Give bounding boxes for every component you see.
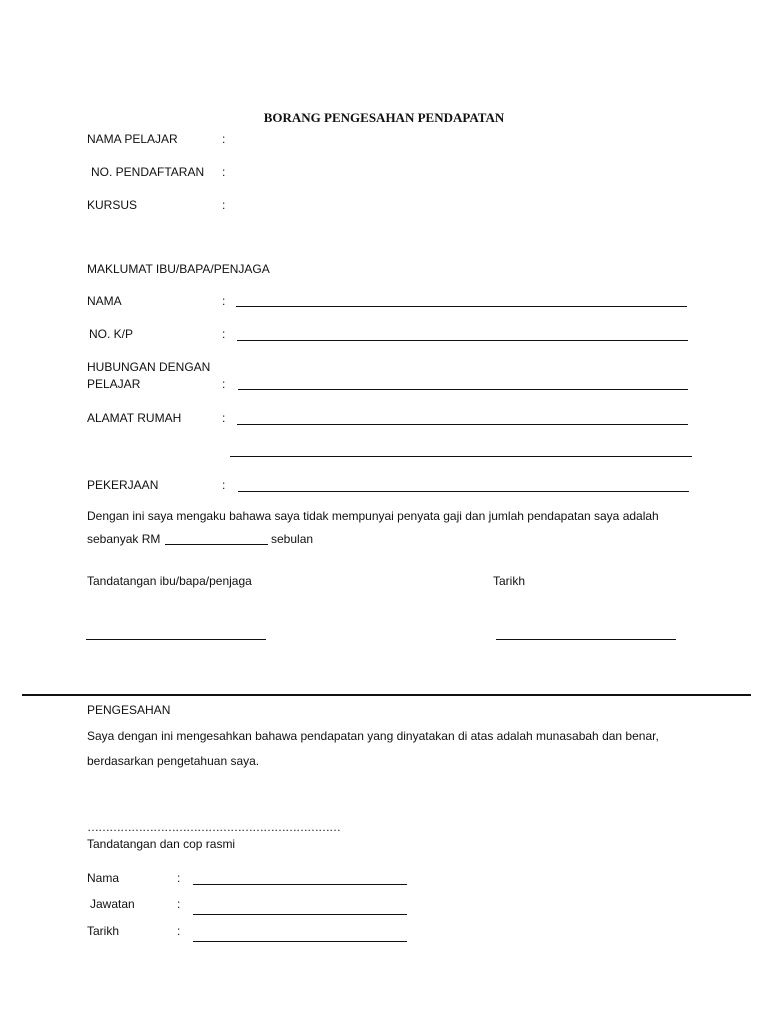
official-position-label: Jawatan (90, 897, 135, 911)
guardian-section-heading: MAKLUMAT IBU/BAPA/PENJAGA (87, 262, 270, 276)
colon: : (222, 377, 226, 391)
colon: : (177, 871, 181, 885)
home-address-field-line1[interactable] (237, 424, 688, 425)
colon: : (222, 132, 226, 146)
signature-date-field[interactable] (496, 639, 676, 640)
verification-text-line2: berdasarkan pengetahuan saya. (87, 754, 260, 768)
official-name-field[interactable] (193, 884, 407, 885)
relation-label-line1: HUBUNGAN DENGAN (87, 360, 211, 374)
guardian-signature-label: Tandatangan ibu/bapa/penjaga (87, 574, 252, 588)
course-label: KURSUS (87, 198, 138, 212)
home-address-field-line2[interactable] (230, 456, 692, 457)
student-name-label: NAMA PELAJAR (87, 132, 178, 146)
guardian-signature-field[interactable] (86, 639, 266, 640)
relation-field[interactable] (238, 389, 688, 390)
official-position-field[interactable] (193, 914, 407, 915)
official-date-field[interactable] (193, 941, 407, 942)
declaration-amount-prefix: sebanyak RM (87, 532, 161, 546)
colon: : (222, 478, 226, 492)
guardian-name-label: NAMA (87, 294, 122, 308)
colon: : (222, 198, 226, 212)
colon: : (222, 327, 226, 341)
official-date-label: Tarikh (87, 924, 120, 938)
occupation-label: PEKERJAAN (87, 478, 159, 492)
form-title: BORANG PENGESAHAN PENDAPATAN (263, 110, 505, 125)
income-amount-field[interactable] (165, 544, 268, 545)
official-signature-dots: …………………………………………………………… (87, 820, 340, 834)
verification-text-line1: Saya dengan ini mengesahkan bahawa pendapatan yang dinyatakan di atas adalah munasabah dan benar, (87, 729, 659, 743)
guardian-name-field[interactable] (236, 306, 687, 307)
registration-number-label: NO. PENDAFTARAN (91, 165, 205, 179)
colon: : (177, 897, 181, 911)
guardian-ic-field[interactable] (237, 340, 688, 341)
official-signature-label: Tandatangan dan cop rasmi (87, 837, 236, 851)
colon: : (222, 294, 226, 308)
verification-heading: PENGESAHAN (87, 703, 171, 717)
colon: : (222, 411, 226, 425)
official-name-label: Nama (87, 871, 120, 885)
colon: : (177, 924, 181, 938)
declaration-amount-suffix: sebulan (271, 532, 314, 546)
home-address-label: ALAMAT RUMAH (87, 411, 182, 425)
relation-label-line2: PELAJAR (87, 377, 141, 391)
declaration-text: Dengan ini saya mengaku bahawa saya tidak mempunyai penyata gaji dan jumlah pendapatan saya adalah (87, 509, 659, 523)
occupation-field[interactable] (238, 491, 689, 492)
signature-date-label: Tarikh (493, 574, 526, 588)
colon: : (222, 165, 226, 179)
guardian-ic-label: NO. K/P (89, 327, 134, 341)
section-divider (22, 694, 751, 696)
